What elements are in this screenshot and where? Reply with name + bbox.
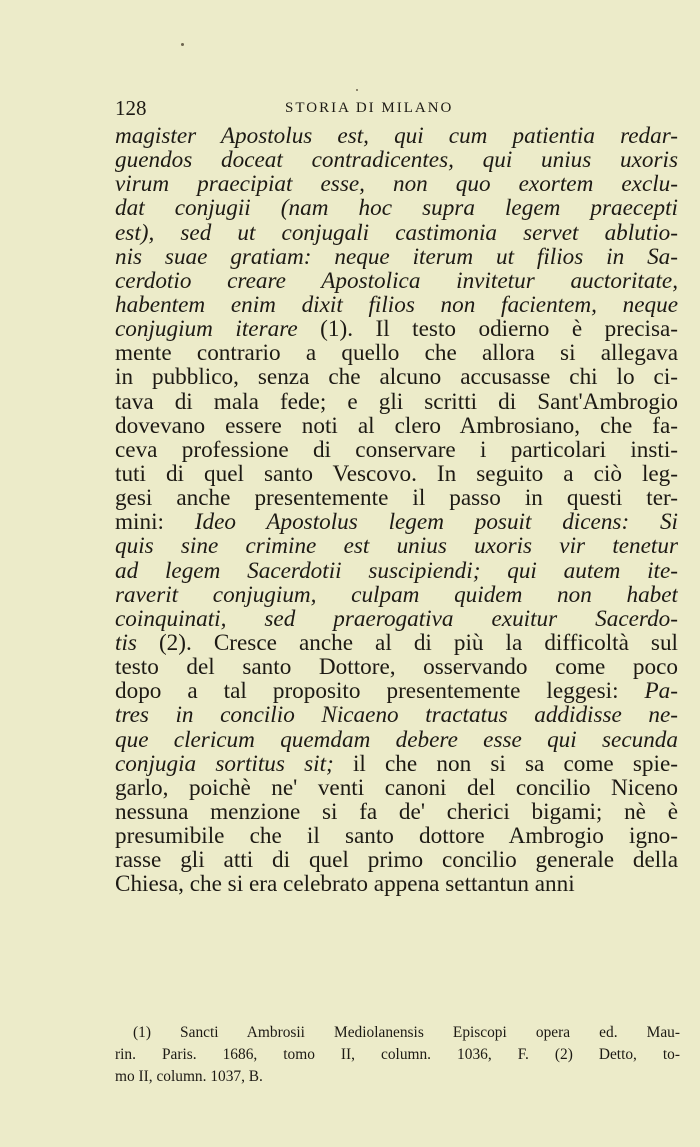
- italic-text: tres in concilio Nicaeno tractatus addidisse ne-: [115, 703, 678, 728]
- roman-text: dovevano essere noti al clero Ambrosiano, che fa-: [115, 413, 678, 438]
- roman-text: tava di mala fede; e gli scritti di Sant'Ambrogio: [115, 389, 678, 414]
- roman-text: testo del santo Dottore, osservando come poco: [115, 655, 678, 680]
- text-line: [115, 655, 678, 679]
- footnote-line: rin. Paris. 1686, tomo II, column. 1036, F. (2) Detto, to-: [115, 1046, 680, 1063]
- text-line: [115, 365, 678, 389]
- text-line: [115, 679, 678, 703]
- roman-text: ceva professione di conservare i particolari insti-: [115, 437, 678, 462]
- text-line: [115, 703, 678, 727]
- italic-text: nis suae gratiam: neque iterum ut filios in Sa-: [115, 244, 678, 269]
- italic-text: est), sed ut conjugali castimonia servet ablutio-: [115, 220, 678, 245]
- text-line: [115, 462, 678, 486]
- italic-text: raverit conjugium, culpam quidem non habet: [115, 582, 678, 607]
- footnote-line: (1) Sancti Ambrosii Mediolanensis Episcopi opera ed. Mau-: [133, 1024, 680, 1041]
- running-head: STORIA DI MILANO: [285, 100, 454, 116]
- roman-text: tuti di quel santo Vescovo. In seguito a ciò leg-: [115, 461, 678, 487]
- text-line: [115, 800, 678, 824]
- italic-text: conjugium iterare: [115, 317, 298, 342]
- text-line: [115, 848, 678, 872]
- roman-text: mini:: [115, 510, 195, 535]
- text-line: [115, 148, 678, 172]
- text-line: [115, 752, 678, 776]
- text-line: [115, 390, 678, 414]
- text-line: [115, 583, 678, 607]
- roman-text: nessuna menzione si fa de' cherici bigami; nè è: [115, 799, 678, 825]
- footnote-line: mo II, column. 1037, B.: [115, 1068, 263, 1085]
- text-line: [115, 631, 678, 655]
- text-line: [115, 559, 678, 583]
- text-line: [115, 293, 678, 317]
- page-header: [115, 96, 678, 122]
- roman-text: (2). Cresce anche al di più la difficoltà sul: [136, 630, 678, 656]
- text-line: [115, 414, 678, 438]
- roman-text: gesi anche presentemente il passo in questi ter-: [115, 486, 678, 511]
- italic-text: Pa-: [644, 679, 678, 704]
- text-line: [115, 245, 678, 269]
- text-line: [115, 317, 678, 341]
- italic-text: habentem enim dixit filios non facientem, neque: [115, 292, 678, 318]
- italic-text: magister Apostolus est, qui cum patientia redar-: [115, 124, 678, 149]
- body-text: [115, 124, 678, 897]
- text-line: [115, 269, 678, 293]
- italic-text: quis sine crimine est unius uxoris vir tenetur: [115, 534, 678, 559]
- roman-text: il che non si sa come spie-: [333, 751, 678, 776]
- italic-text: ad legem Sacerdotii suscipiendi; qui autem ite-: [115, 558, 678, 583]
- paper-speck: [181, 43, 184, 46]
- text-line: [115, 824, 678, 848]
- roman-text: Chiesa, che si era celebrato appena settantun anni: [115, 872, 575, 897]
- italic-text: conjugia sortitus sit;: [115, 751, 334, 776]
- italic-text: dat conjugii (nam hoc supra legem praecepti: [115, 196, 678, 221]
- italic-text: coinquinati, sed praerogativa exuitur Sacerdo-: [115, 606, 678, 631]
- roman-text: dopo a tal proposito presentemente leggesi:: [115, 679, 645, 704]
- italic-text: cerdotio creare Apostolica invitetur auctoritate,: [115, 268, 678, 293]
- text-line: [115, 341, 678, 365]
- paper-speck: [356, 89, 358, 91]
- text-line: [115, 534, 678, 558]
- footnotes: [115, 1022, 680, 1088]
- text-line: [115, 486, 678, 510]
- text-line: [115, 196, 678, 220]
- text-line: [115, 172, 678, 196]
- roman-text: garlo, poichè ne' venti canoni del concilio Niceno: [115, 775, 678, 800]
- text-line: [115, 510, 678, 534]
- italic-text: virum praecipiat esse, non quo exortem exclu-: [115, 172, 678, 197]
- roman-text: rasse gli atti di quel primo concilio generale della: [115, 848, 678, 873]
- text-line: [115, 728, 678, 752]
- italic-text: Ideo Apostolus legem posuit dicens: Si: [194, 510, 678, 535]
- roman-text: mente contrario a quello che allora si allegava: [115, 341, 678, 366]
- text-line: [115, 872, 678, 896]
- text-line: [115, 221, 678, 245]
- text-line: [115, 776, 678, 800]
- text-line: [115, 607, 678, 631]
- italic-text: tis: [115, 630, 137, 656]
- italic-text: guendos doceat contradicentes, qui unius uxoris: [115, 148, 678, 173]
- roman-text: in pubblico, senza che alcuno accusasse chi lo ci-: [115, 365, 678, 390]
- italic-text: que clericum quemdam debere esse qui secunda: [115, 727, 678, 752]
- roman-text: presumibile che il santo dottore Ambrogio igno-: [115, 824, 678, 849]
- text-line: [115, 438, 678, 462]
- roman-text: (1). Il testo odierno è precisa-: [297, 317, 678, 342]
- text-line: [115, 124, 678, 148]
- page-number: 128: [115, 96, 147, 120]
